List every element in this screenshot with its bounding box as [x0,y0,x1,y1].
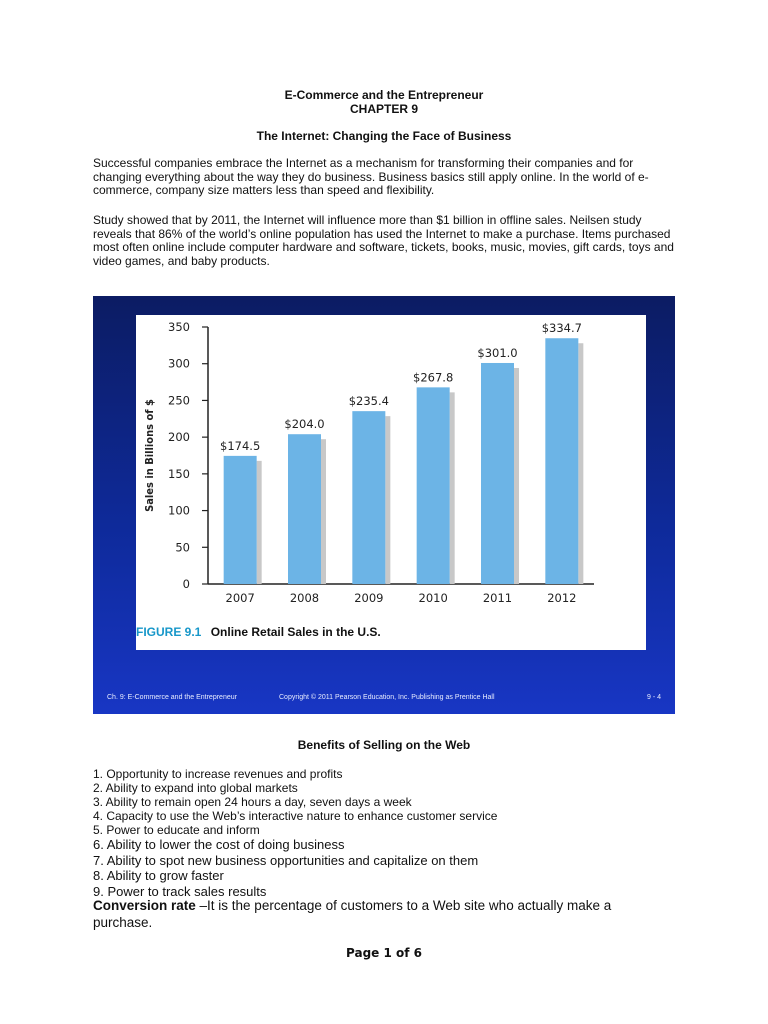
figure-title: Online Retail Sales in the U.S. [210,625,381,639]
intro-paragraph: Successful companies embrace the Internet as a mechanism for transforming their companies and for changing everything about the way they do business. Business basics still apply online. In the world of e-commerce, company size matters less than speed and flexibility. [93,156,649,197]
data-label: $267.8 [413,370,454,385]
list-item: 2. Ability to expand into global markets [93,781,298,795]
conversion-text: –It is the percentage of customers to a Web site who actually make a purchase. [93,898,612,930]
data-label: $204.0 [284,417,325,432]
bar [352,411,385,584]
y-axis-label: Sales in Billions of $ [143,399,156,512]
data-label: $174.5 [220,438,261,453]
x-tick-label: 2009 [354,591,384,605]
slide-footer-page: 9 - 4 [647,694,662,701]
bar-shadow [321,439,326,584]
list-item: 6. Ability to lower the cost of doing business [93,837,345,852]
benefits-list [93,767,683,899]
slide-footer-left: Ch. 9: E-Commerce and the Entrepreneur [107,694,237,701]
chart-card [136,315,646,650]
y-tick-label: 100 [168,503,190,518]
list-item: 5. Power to educate and inform [93,823,260,837]
slide-footer-copyright: Copyright © 2011 Pearson Education, Inc. Publishing as Prentice Hall [279,694,495,701]
bar [288,434,321,584]
conversion-definition [93,898,673,931]
y-tick-label: 150 [168,466,190,481]
list-item: 1. Opportunity to increase revenues and profits [93,767,343,781]
list-item: 9. Power to track sales results [93,883,267,899]
y-tick-label: 250 [168,393,190,408]
list-item: 7. Ability to spot new business opportunities and capitalize on them [93,852,479,868]
benefits-title: Benefits of Selling on the Web [297,738,471,752]
bar-shadow [257,461,262,584]
bar-chart [136,315,646,615]
x-tick-label: 2010 [418,591,448,605]
x-tick-label: 2011 [482,591,513,605]
y-tick-label: 200 [168,430,190,445]
figure-slide [93,296,675,714]
x-tick-label: 2007 [225,591,255,605]
bar-shadow [578,343,583,584]
bar-shadow [450,392,455,584]
list-item: 8. Ability to grow faster [93,868,224,883]
chapter-label: CHAPTER 9 [349,102,418,116]
data-label: $301.0 [477,345,518,360]
section-heading: The Internet: Changing the Face of Business [256,129,512,143]
bar [481,363,514,584]
bar [224,456,257,584]
data-label: $334.7 [541,321,582,336]
x-tick-label: 2012 [547,591,577,605]
bar [417,387,450,584]
conversion-term: Conversion rate [93,898,196,913]
bar-shadow [385,416,390,584]
y-tick-label: 0 [182,577,190,591]
study-paragraph: Study showed that by 2011, the Internet will influence more than $1 billion in offline sales. Neilsen study reveals that 86% of the world’s online population has used the Internet to make a purchase. Items purchased most often online include computer hardware and software, tickets, books, music, movies, gift cards, toys and video games, and baby products. [93,213,674,268]
figure-number: FIGURE 9.1 [136,625,202,639]
y-tick-label: 300 [168,356,190,371]
y-tick-label: 350 [168,320,190,334]
bar [545,338,578,584]
list-item: 4. Capacity to use the Web’s interactive nature to enhance customer service [93,809,498,823]
y-tick-label: 50 [175,540,190,555]
page-number: Page 1 of 6 [346,946,422,960]
data-label: $235.4 [348,394,389,409]
x-tick-label: 2008 [289,591,320,605]
document-title: E-Commerce and the Entrepreneur [284,88,484,102]
figure-caption [136,625,381,639]
bar-shadow [514,368,519,584]
list-item: 3. Ability to remain open 24 hours a day, seven days a week [93,795,412,809]
